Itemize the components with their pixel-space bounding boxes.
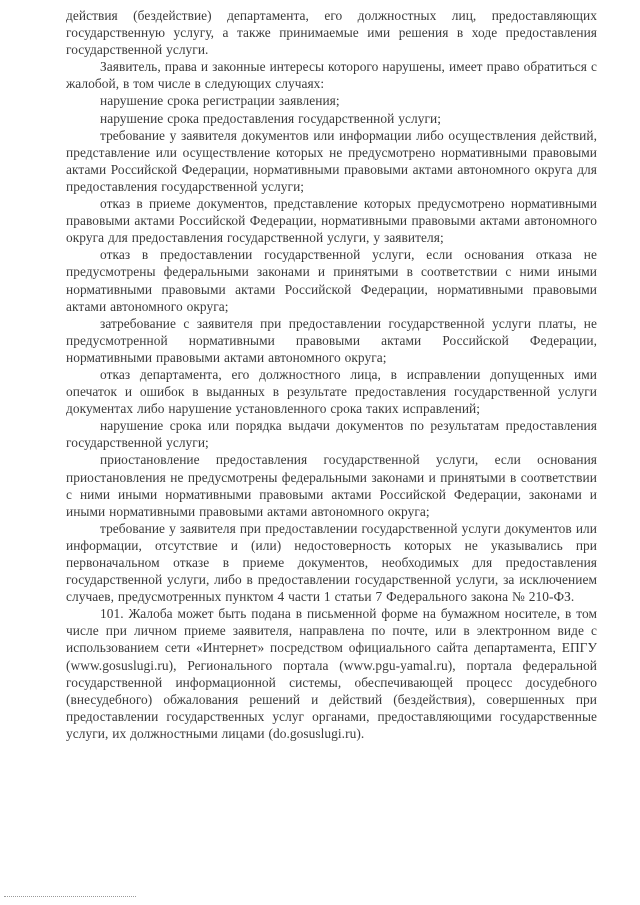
- paragraph-101-submission: 101. Жалоба может быть подана в письменной форме на бумажном носителе, в том числе при личном приеме заявителя, направлена по почте, или в электронном виде с использованием сети «Интернет» посредством официального сайта департамента, ЕПГУ (www.gosuslugi.ru), Регионального портала (www.pgu-yamal.ru), портала федеральной государственной информационной системы, обеспечивающей процесс досудебного (внесудебного) обжалования решений и действий (бездействия), совершенных при предоставлении государственных услуг органами, предоставляющими государственные услуги, их должностными лицами (do.gosuslugi.ru).: [66, 606, 597, 741]
- case-issuance-order: нарушение срока или порядка выдачи документов по результатам предоставления государственной услуги;: [66, 418, 597, 451]
- paragraph-complaint-right: Заявитель, права и законные интересы которого нарушены, имеет право обратиться с жалобой, в том числе в следующих случаях:: [66, 59, 597, 92]
- case-refusal-acceptance: отказ в приеме документов, представление которых предусмотрено нормативными правовыми актами Российской Федерации, нормативными правовыми актами автономного округа для предоставления государственной услуги, у заявителя;: [66, 196, 597, 246]
- case-fee-demand: затребование с заявителя при предоставлении государственной услуги платы, не предусмотренной нормативными правовыми актами Российской Федерации, нормативными правовыми актами автономного округа;: [66, 315, 597, 365]
- case-undisclosed-documents: требование у заявителя при предоставлении государственной услуги документов или информации, отсутствие и (или) недостоверность которых не указывались при первоначальном отказе в приеме документов, необходимых для предоставления государственной услуги, либо в предоставлении государственной услуги, за исключением случаев, предусмотренных пунктом 4 части 1 статьи 7 Федерального закона № 210-ФЗ.: [66, 520, 597, 605]
- case-service-deadline: нарушение срока предоставления государственной услуги;: [100, 110, 441, 126]
- footnote-divider: [4, 896, 136, 897]
- paragraph-continuation: действия (бездействие) департамента, его должностных лиц, предоставляющих государственную услугу, а также принимаемые ими решения в ходе предоставления государственной услуги.: [66, 8, 597, 58]
- case-extra-documents: требование у заявителя документов или информации либо осуществления действий, представление или осуществление которых не предусмотрено нормативными правовыми актами Российской Федерации, нормативными правовыми актами автономного округа для предоставления государственной услуги;: [66, 127, 597, 194]
- case-suspension: приостановление предоставления государственной услуги, если основания приостановления не предусмотрены федеральными законами и принятыми в соответствии с ними иными нормативными правовыми актами Российской Федерации, законами и иными нормативными правовыми актами автономного округа;: [66, 452, 597, 519]
- document-body: [66, 7, 597, 742]
- case-typo-correction: отказ департамента, его должностного лица, в исправлении допущенных ими опечаток и ошибок в выданных в результате предоставления государственной услуги документах либо нарушение установленного срока таких исправлений;: [66, 366, 597, 417]
- case-registration-deadline: нарушение срока регистрации заявления;: [100, 93, 340, 109]
- case-refusal-service: отказ в предоставлении государственной услуги, если основания отказа не предусмотрены федеральными законами и принятыми в соответствии с ними иными нормативными правовыми актами Российской Федерации, нормативными правовыми актами автономного округа;: [66, 247, 597, 314]
